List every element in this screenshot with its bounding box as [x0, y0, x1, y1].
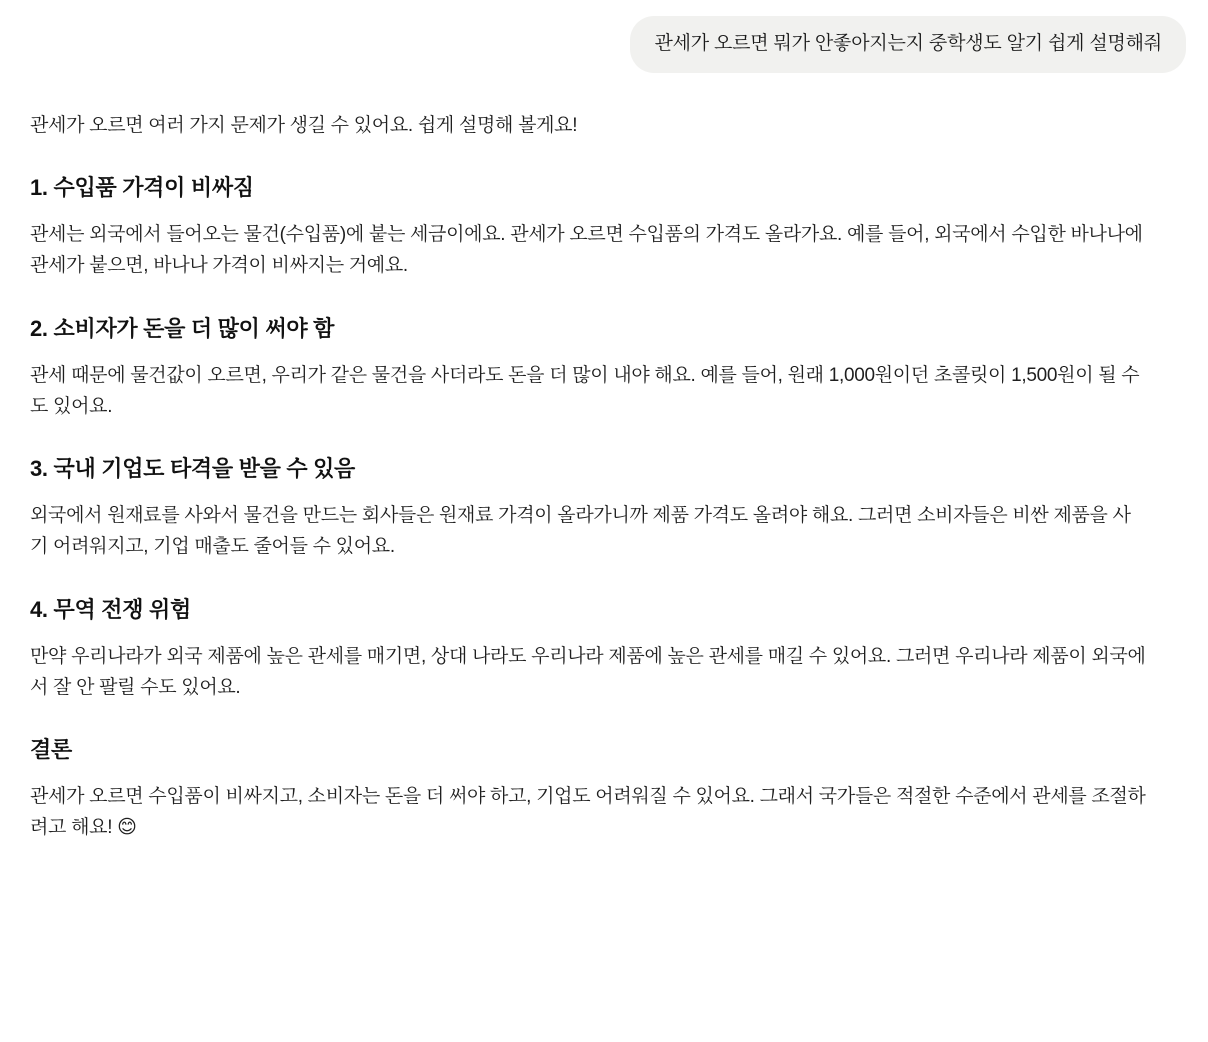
- section-body-2: 관세 때문에 물건값이 오르면, 우리가 같은 물건을 사더라도 돈을 더 많이 내야 해요. 예를 들어, 원래 1,000원이던 초콜릿이 1,500원이 될 수도 있어요.: [30, 364, 1140, 417]
- assistant-message: [0, 73, 1208, 844]
- answer-section-conclusion: [30, 733, 1148, 844]
- user-message-bubble: 관세가 오르면 뭐가 안좋아지는지 중학생도 알기 쉽게 설명해줘: [630, 16, 1186, 73]
- user-message-row: [0, 0, 1208, 73]
- answer-section-4: [30, 593, 1148, 704]
- section-heading-3: 3. 국내 기업도 타격을 받을 수 있음: [30, 456, 355, 482]
- answer-section-2: [30, 312, 1148, 423]
- section-body-1: 관세는 외국에서 들어오는 물건(수입품)에 붙는 세금이에요. 관세가 오르면 수입품의 가격도 올라가요. 예를 들어, 외국에서 수입한 바나나에 관세가 붙으면, 바나나 가격이 비싸지는 거예요.: [30, 224, 1143, 277]
- section-heading-conclusion: 결론: [30, 737, 72, 763]
- section-body-4: 만약 우리나라가 외국 제품에 높은 관세를 매기면, 상대 나라도 우리나라 제품에 높은 관세를 매길 수 있어요. 그러면 우리나라 제품이 외국에서 잘 안 팔릴 수도 있어요.: [30, 645, 1146, 698]
- answer-section-3: [30, 452, 1148, 563]
- section-heading-1: 1. 수입품 가격이 비싸짐: [30, 175, 254, 201]
- section-heading-4: 4. 무역 전쟁 위험: [30, 596, 191, 622]
- answer-section-1: [30, 171, 1148, 282]
- section-body-conclusion: 관세가 오르면 수입품이 비싸지고, 소비자는 돈을 더 써야 하고, 기업도 어려워질 수 있어요. 그래서 국가들은 적절한 수준에서 관세를 조절하려고 해요! 😊: [30, 786, 1146, 839]
- assistant-intro-text: 관세가 오르면 여러 가지 문제가 생길 수 있어요. 쉽게 설명해 볼게요!: [30, 114, 578, 136]
- section-heading-2: 2. 소비자가 돈을 더 많이 써야 함: [30, 315, 335, 341]
- section-body-3: 외국에서 원재료를 사와서 물건을 만드는 회사들은 원재료 가격이 올라가니까 제품 가격도 올려야 해요. 그러면 소비자들은 비싼 제품을 사기 어려워지고, 기업 매출도 줄어들 수 있어요.: [30, 505, 1131, 558]
